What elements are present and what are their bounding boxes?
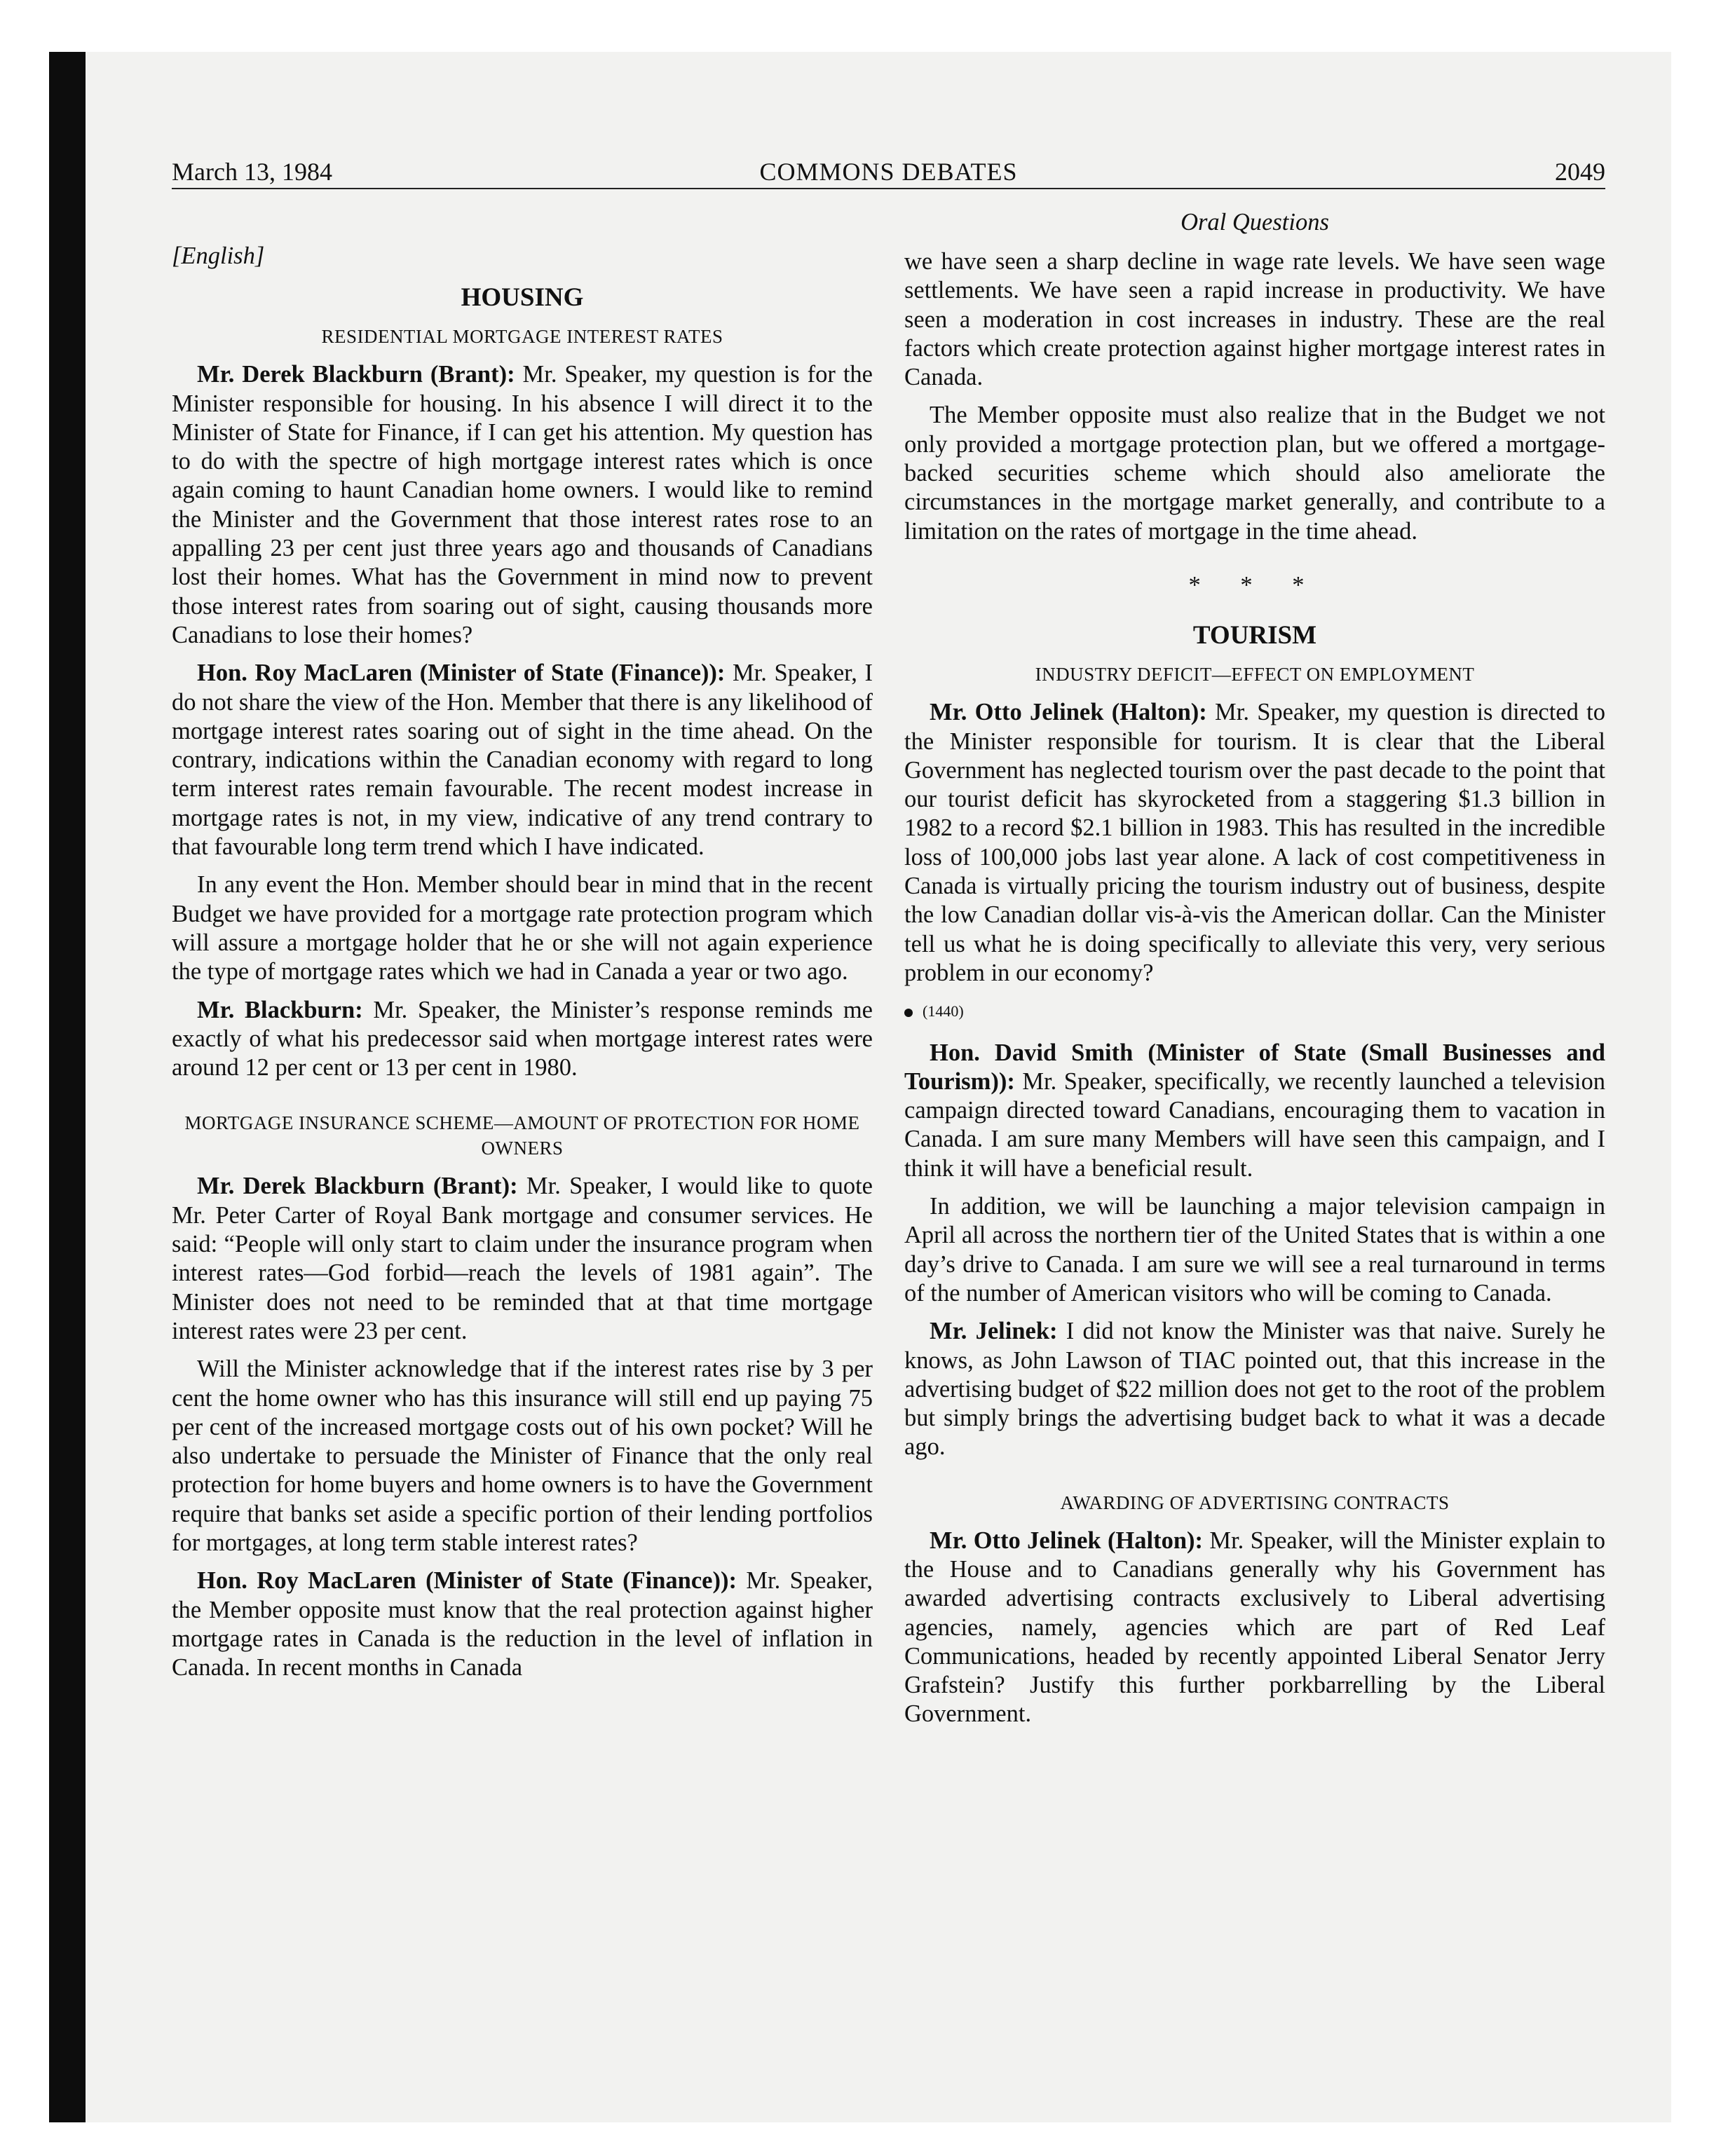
subheading-deficit: INDUSTRY DEFICIT—EFFECT ON EMPLOYMENT: [1035, 664, 1475, 685]
header-title: COMMONS DEBATES: [759, 158, 1018, 186]
paragraph: [172, 1172, 873, 1346]
speaker-name: Mr. Derek Blackburn (Brant):: [197, 361, 515, 388]
paragraph: [172, 360, 873, 650]
speech-text: Mr. Speaker, the Minister’s response reminds me exactly of what his predecessor said when mortgage interest rates were around 12 per cent or 13 per cent in 1980.: [172, 996, 873, 1082]
speaker-name: Hon. Roy MacLaren (Minister of State (Finance)):: [197, 660, 726, 687]
paragraph: [904, 1527, 1605, 1729]
paragraph: Will the Minister acknowledge that if the interest rates rise by 3 per cent the home owner who has this insurance will still end up paying 75 per cent of the increased mortgage costs out of his own pocket? Will he also undertake to persuade the Minister of Finance that the only real protection for home buyers and home owners is to have the Government require that banks set aside a specific portion of their lending portfolios for mortgages, at long term stable interest rates?: [172, 1356, 873, 1556]
paragraph: we have seen a sharp decline in wage rate levels. We have seen wage settlements. We have seen a rapid increase in productivity. We have seen a moderation in cost increases in industry. These are the real factors which create protection against higher mortgage interest rates in Canada.: [904, 248, 1605, 391]
paragraph: [172, 1567, 873, 1682]
speaker-name: Hon. Roy MacLaren (Minister of State (Finance)):: [197, 1567, 737, 1595]
paragraph: [904, 698, 1605, 988]
speaker-name: Mr. Derek Blackburn (Brant):: [197, 1173, 518, 1200]
timestamp-text: (1440): [923, 1002, 964, 1021]
right-column: [904, 209, 1605, 1738]
speech-text: Mr. Speaker, the Member opposite must know that the real protection against higher mortgage rates in Canada is the reduction in the level of inflation in Canada. In recent months in Canada: [172, 1567, 873, 1681]
heading-tourism: TOURISM: [1192, 621, 1317, 650]
paragraph: [172, 996, 873, 1083]
speech-text: Mr. Speaker, my question is for the Minister responsible for housing. In his absence I will direct it to the Minister of State for Finance, if I can get his attention. My question has to do with the spectre of high mortgage interest rates which is once again coming to haunt Canadian home owners. I would like to remind the Minister and the Government that those interest rates rose to an appalling 23 per cent just three years ago and thousands of Canadians lost their homes. What has the Government in mind now to prevent those interest rates from soaring out of sight, causing thousands more Canadians to lose their homes?: [172, 361, 873, 648]
page-header: [172, 154, 1605, 189]
header-rule: [172, 188, 1605, 189]
left-column: [172, 242, 873, 1691]
timestamp: [904, 997, 1605, 1025]
paragraph: In any event the Hon. Member should bear in mind that in the recent Budget we have provided for a mortgage rate protection program which will assure a mortgage holder that he or she will not again experience the type of mortgage rates which we had in Canada a year or two ago.: [172, 871, 873, 985]
section-subtitle: Oral Questions: [1181, 209, 1329, 236]
header-date: March 13, 1984: [172, 158, 332, 186]
heading-housing: HOUSING: [461, 283, 584, 313]
speaker-name: Mr. Otto Jelinek (Halton):: [930, 699, 1207, 726]
subheading-awarding: AWARDING OF ADVERTISING CONTRACTS: [1060, 1492, 1450, 1513]
speech-text: Mr. Speaker, specifically, we recently launched a television campaign directed toward Canadians, encouraging them to vacation in Canada. I am sure many Members will have seen this campaign, and I think it will have a beneficial result.: [904, 1067, 1605, 1182]
speech-text: Mr. Speaker, I do not share the view of the Hon. Member that there is any likelihood of mortgage interest rates soaring out of sight in the time ahead. On the contrary, indications within the Canadian economy with regard to long term interest rates remain favourable. The recent modest increase in mortgage rates is not, in my view, indicative of any trend contrary to that favourable long term trend which I have indicated.: [172, 660, 873, 861]
paragraph: [172, 659, 873, 861]
subheading-insurance: MORTGAGE INSURANCE SCHEME—AMOUNT OF PROTECTION FOR HOME OWNERS: [184, 1112, 860, 1159]
paragraph: The Member opposite must also realize that in the Budget we not only provided a mortgage protection plan, but we offered a mortgage-backed securities scheme which should also ameliorate the circumstances in the mortgage market generally, and contribute to a limitation on the rates of mortgage in the time ahead.: [904, 402, 1605, 545]
speech-text: Mr. Speaker, my question is directed to the Minister responsible for tourism. It is clear that the Liberal Government has neglected tourism over the past decade to the point that our tourist deficit has skyrocketed from a staggering $1.3 billion in 1982 to a record $2.1 billion in 1983. This has resulted in the incredible loss of 100,000 jobs last year alone. A lack of cost competitiveness in Canada is virtually pricing the tourism industry out of business, despite the low Canadian dollar vis-à-vis the American dollar. Can the Minister tell us what he is doing specifically to alleviate this very, very serious problem in our economy?: [904, 699, 1605, 986]
scan-border: [49, 52, 86, 2122]
speaker-name: Mr. Otto Jelinek (Halton):: [930, 1527, 1204, 1554]
paragraph: In addition, we will be launching a major television campaign in April all across the northern tier of the United States that is within a one day’s drive to Canada. I am sure we will see a real turnaround in terms of the number of American visitors who will be coming to Canada.: [904, 1193, 1605, 1306]
speaker-name: Mr. Jelinek:: [930, 1318, 1058, 1345]
paragraph: [904, 1317, 1605, 1461]
paragraph: [904, 1039, 1605, 1183]
subheading-residential: RESIDENTIAL MORTGAGE INTEREST RATES: [321, 326, 723, 348]
speech-text: I did not know the Minister was that naive. Surely he knows, as John Lawson of TIAC pointed out, that this increase in the advertising budget of $22 million does not get to the root of the problem but simply brings the advertising budget back to what it was a decade ago.: [904, 1318, 1605, 1461]
speech-text: Mr. Speaker, will the Minister explain to the House and to Canadians generally why his Government has awarded advertising contracts exclusively to Liberal advertising agencies, namely, agencies which are part of Red Leaf Communications, headed by recently appointed Liberal Senator Jerry Grafstein? Justify this further porkbarrelling by the Liberal Government.: [904, 1527, 1605, 1728]
speech-text: Mr. Speaker, I would like to quote Mr. Peter Carter of Royal Bank mortgage and consumer services. He said: “People will only start to claim under the insurance program when interest rates—God forbid—reach the levels of 1981 again”. The Minister does not need to be reminded that at that time mortgage interest rates were 23 per cent.: [172, 1173, 873, 1344]
speaker-name: Mr. Blackburn:: [197, 996, 363, 1023]
bullet-icon: [904, 1009, 913, 1017]
language-marker: [English]: [172, 243, 265, 269]
section-separator: * * *: [1188, 571, 1321, 599]
speaker-name: Hon. David Smith (Minister of State (Small Businesses and Tourism)):: [904, 1039, 1605, 1095]
page-number: 2049: [1555, 158, 1605, 186]
